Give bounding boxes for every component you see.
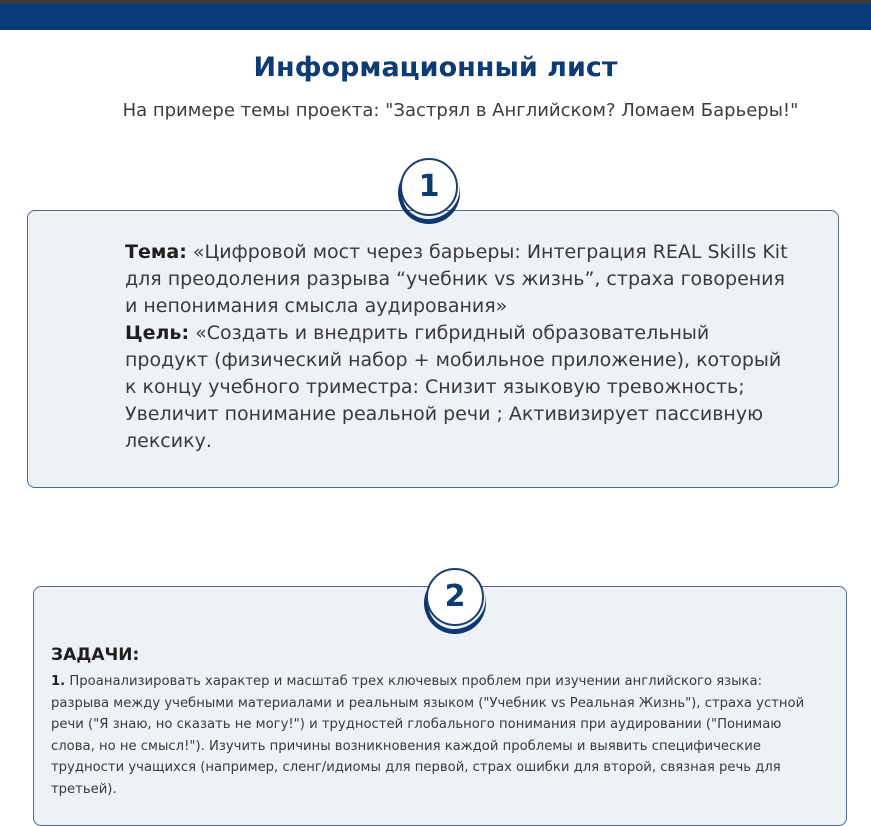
section-number-badge-1 bbox=[398, 158, 464, 224]
topic-goal-text bbox=[125, 239, 795, 455]
topic-text: «Цифровой мост через барьеры: Интеграция REAL Skills Kit для преодоления разрыва “учебник vs жизнь”, страха говорения и непонимания смысла аудирования» bbox=[125, 241, 788, 317]
task-number: 1. bbox=[51, 674, 66, 689]
topic-label: Тема: bbox=[125, 241, 187, 263]
tasks-heading: ЗАДАЧИ: bbox=[51, 645, 140, 665]
task-text: Проанализировать характер и масштаб трех ключевых проблем при изучении английского языка: разрыва между учебными материалами и реальным языком ("Учебник vs Реальная Жизнь"), страха устной речи ("Я знаю, но сказать не могу!") и трудностей глобального понимания при аудировании ("Понимаю слова, но не смысл!"). Изучить причины возникновения каждой проблемы и выявить специфические трудности учащихся (например, сленг/идиомы для первой, страх ошибки для второй, связная речь для третьей). bbox=[51, 674, 805, 797]
task-item-1 bbox=[51, 671, 821, 800]
section-number: 2 bbox=[444, 579, 466, 614]
goal-label: Цель: bbox=[125, 322, 190, 344]
section-number-badge-2 bbox=[424, 568, 490, 634]
topic-goal-card bbox=[27, 210, 839, 488]
section-number: 1 bbox=[418, 169, 440, 204]
page-title: Информационный лист bbox=[253, 52, 618, 83]
goal-text: «Создать и внедрить гибридный образовательный продукт (физический набор + мобильное приложение), который к концу учебного триместра: Снизит языковую тревожность; Увеличит понимание реальной речи ; Активизирует пассивную лексику. bbox=[125, 322, 782, 452]
header-bar bbox=[0, 4, 871, 30]
page-subtitle: На примере темы проекта: "Застрял в Английском? Ломаем Барьеры!" bbox=[122, 100, 799, 121]
